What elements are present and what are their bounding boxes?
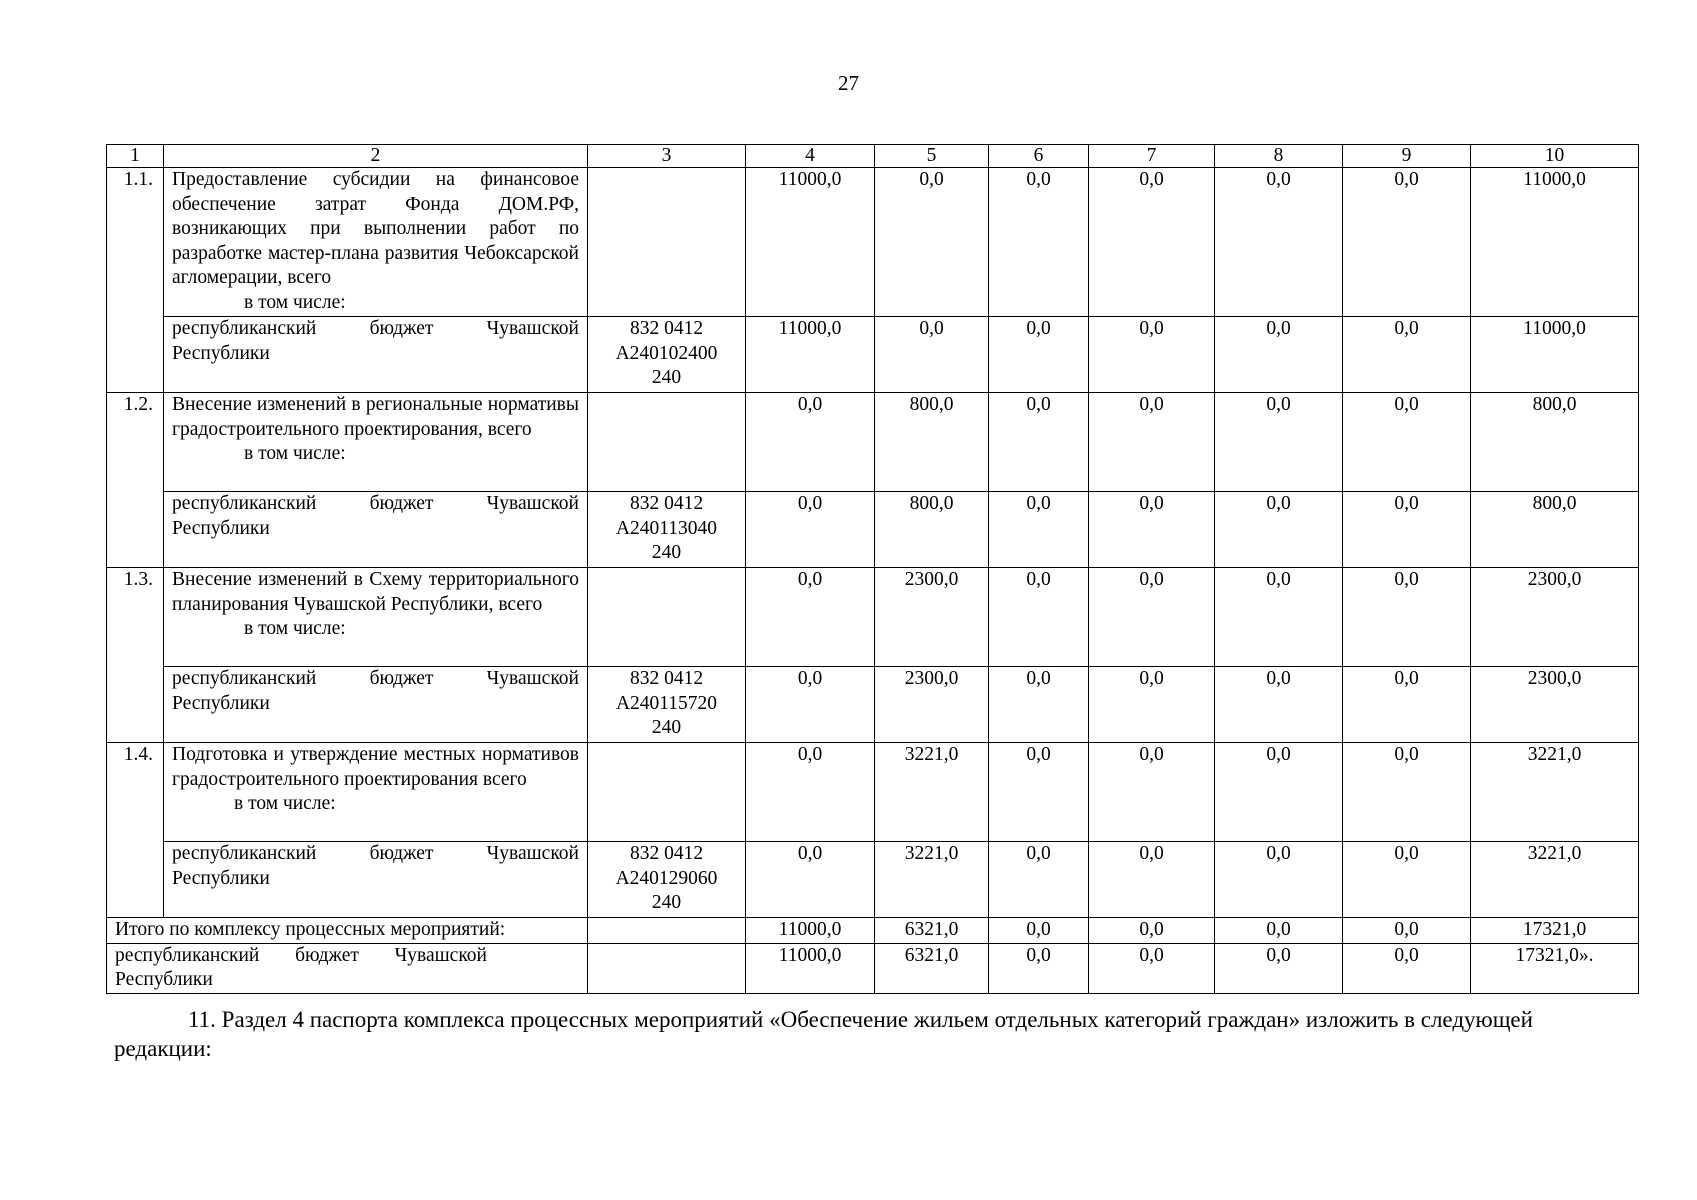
- code-cell: 832 0412 А240113040 240: [588, 492, 746, 568]
- value-cell: 11000,0: [746, 168, 875, 317]
- value-cell: 0,0: [989, 492, 1089, 568]
- value-cell: 0,0: [1089, 568, 1215, 667]
- value-cell: 3221,0: [875, 842, 989, 918]
- item-title: Подготовка и утверждение местных нормативов градостроительного проектирования всего в том числе:: [164, 743, 588, 842]
- value-cell: 2300,0: [875, 667, 989, 743]
- value-cell: 11000,0: [746, 317, 875, 393]
- value-cell: 0,0: [746, 568, 875, 667]
- value-cell: 0,0: [989, 168, 1089, 317]
- code-cell: 832 0412 А240115720 240: [588, 667, 746, 743]
- value-cell: 0,0: [1343, 943, 1471, 993]
- value-cell: 3221,0: [1471, 842, 1639, 918]
- table-row: [107, 568, 1639, 667]
- value-cell: 800,0: [875, 492, 989, 568]
- code-cell: [588, 393, 746, 492]
- value-cell: 0,0: [1089, 918, 1215, 944]
- value-cell: 0,0: [1215, 943, 1343, 993]
- code-cell: [588, 168, 746, 317]
- header-cell: 1: [107, 145, 164, 168]
- value-cell: 0,0: [989, 393, 1089, 492]
- value-cell: 0,0: [1343, 918, 1471, 944]
- value-cell: 2300,0: [875, 568, 989, 667]
- value-cell: 0,0: [1089, 943, 1215, 993]
- value-cell: 0,0: [1089, 393, 1215, 492]
- value-cell: 0,0: [746, 743, 875, 842]
- value-cell: 0,0: [746, 842, 875, 918]
- value-cell: 0,0: [1089, 842, 1215, 918]
- value-cell: 0,0: [1215, 743, 1343, 842]
- item-number: 1.3.: [107, 568, 164, 743]
- header-cell: 9: [1343, 145, 1471, 168]
- budget-label: республиканский бюджет Чувашской Республики: [164, 317, 588, 393]
- budget-label: республиканский бюджет Чувашской Республики: [164, 492, 588, 568]
- header-cell: 7: [1089, 145, 1215, 168]
- value-cell: 0,0: [1343, 842, 1471, 918]
- item-title: Внесение изменений в региональные нормативы градостроительного проектирования, всего в том числе:: [164, 393, 588, 492]
- value-cell: 11000,0: [1471, 168, 1639, 317]
- value-cell: 0,0: [875, 168, 989, 317]
- value-cell: 0,0: [989, 918, 1089, 944]
- value-cell: 17321,0: [1471, 918, 1639, 944]
- value-cell: 0,0: [989, 317, 1089, 393]
- body-paragraph: 11. Раздел 4 паспорта комплекса процессных мероприятий «Обеспечение жильем отдельных категорий граждан» изложить в следующей редакции:: [114, 1007, 1533, 1061]
- header-cell: 2: [164, 145, 588, 168]
- table-row: [107, 393, 1639, 492]
- value-cell: 0,0: [1343, 492, 1471, 568]
- value-cell: 0,0: [1215, 918, 1343, 944]
- item-number: 1.1.: [107, 168, 164, 393]
- total-row: [107, 918, 1639, 944]
- header-row: [107, 145, 1639, 168]
- value-cell: 0,0: [1089, 492, 1215, 568]
- value-cell: 0,0: [1215, 842, 1343, 918]
- value-cell: 0,0: [1215, 568, 1343, 667]
- value-cell: 800,0: [875, 393, 989, 492]
- value-cell: 3221,0: [875, 743, 989, 842]
- value-cell: 0,0: [1089, 743, 1215, 842]
- page-number: 27: [838, 71, 859, 95]
- code-cell: [588, 943, 746, 993]
- value-cell: 0,0: [746, 667, 875, 743]
- total-budget-row: [107, 943, 1639, 993]
- value-cell: 0,0: [1215, 393, 1343, 492]
- budget-label: республиканский бюджет Чувашской Республики: [164, 667, 588, 743]
- total-budget-label: республиканский бюджет Чувашской Республики: [107, 943, 588, 993]
- table-row: [107, 168, 1639, 317]
- code-cell: [588, 743, 746, 842]
- value-cell: 0,0: [1343, 168, 1471, 317]
- value-cell: 0,0: [989, 568, 1089, 667]
- value-cell: 0,0: [1215, 492, 1343, 568]
- value-cell: 0,0: [1343, 393, 1471, 492]
- value-cell: 6321,0: [875, 918, 989, 944]
- value-cell: 0,0: [1343, 743, 1471, 842]
- header-cell: 3: [588, 145, 746, 168]
- value-cell: 0,0: [1089, 168, 1215, 317]
- item-number: 1.2.: [107, 393, 164, 568]
- value-cell: 2300,0: [1471, 568, 1639, 667]
- value-cell: 0,0: [989, 743, 1089, 842]
- table-row: [107, 842, 1639, 918]
- table-row: [107, 667, 1639, 743]
- item-title: Предоставление субсидии на финансовое обеспечение затрат Фонда ДОМ.РФ, возникающих при выполнении работ по разработке мастер-плана развития Чебоксарской агломерации, всего в том числе:: [164, 168, 588, 317]
- value-cell: 0,0: [989, 842, 1089, 918]
- item-number: 1.4.: [107, 743, 164, 918]
- table-row: [107, 743, 1639, 842]
- value-cell: 17321,0».: [1471, 943, 1639, 993]
- header-cell: 4: [746, 145, 875, 168]
- value-cell: 0,0: [989, 943, 1089, 993]
- code-cell: [588, 568, 746, 667]
- value-cell: 0,0: [1215, 667, 1343, 743]
- value-cell: 0,0: [1089, 317, 1215, 393]
- code-cell: 832 0412 А240129060 240: [588, 842, 746, 918]
- value-cell: 0,0: [746, 393, 875, 492]
- value-cell: 0,0: [746, 492, 875, 568]
- header-cell: 8: [1215, 145, 1343, 168]
- item-title: Внесение изменений в Схему территориального планирования Чувашской Республики, всего в том числе:: [164, 568, 588, 667]
- value-cell: 0,0: [1343, 667, 1471, 743]
- value-cell: 2300,0: [1471, 667, 1639, 743]
- value-cell: 0,0: [1343, 317, 1471, 393]
- value-cell: 0,0: [1089, 667, 1215, 743]
- value-cell: 800,0: [1471, 492, 1639, 568]
- table-row: [107, 317, 1639, 393]
- value-cell: 0,0: [1215, 168, 1343, 317]
- value-cell: 0,0: [1215, 317, 1343, 393]
- header-cell: 5: [875, 145, 989, 168]
- code-cell: [588, 918, 746, 944]
- value-cell: 11000,0: [746, 918, 875, 944]
- value-cell: 0,0: [875, 317, 989, 393]
- budget-label: республиканский бюджет Чувашской Республики: [164, 842, 588, 918]
- code-cell: 832 0412 А240102400 240: [588, 317, 746, 393]
- value-cell: 0,0: [989, 667, 1089, 743]
- value-cell: 3221,0: [1471, 743, 1639, 842]
- header-cell: 6: [989, 145, 1089, 168]
- value-cell: 11000,0: [1471, 317, 1639, 393]
- value-cell: 11000,0: [746, 943, 875, 993]
- header-cell: 10: [1471, 145, 1639, 168]
- value-cell: 6321,0: [875, 943, 989, 993]
- table-row: [107, 492, 1639, 568]
- value-cell: 800,0: [1471, 393, 1639, 492]
- budget-table: [106, 144, 1639, 994]
- value-cell: 0,0: [1343, 568, 1471, 667]
- total-label: Итого по комплексу процессных мероприятий:: [107, 918, 588, 944]
